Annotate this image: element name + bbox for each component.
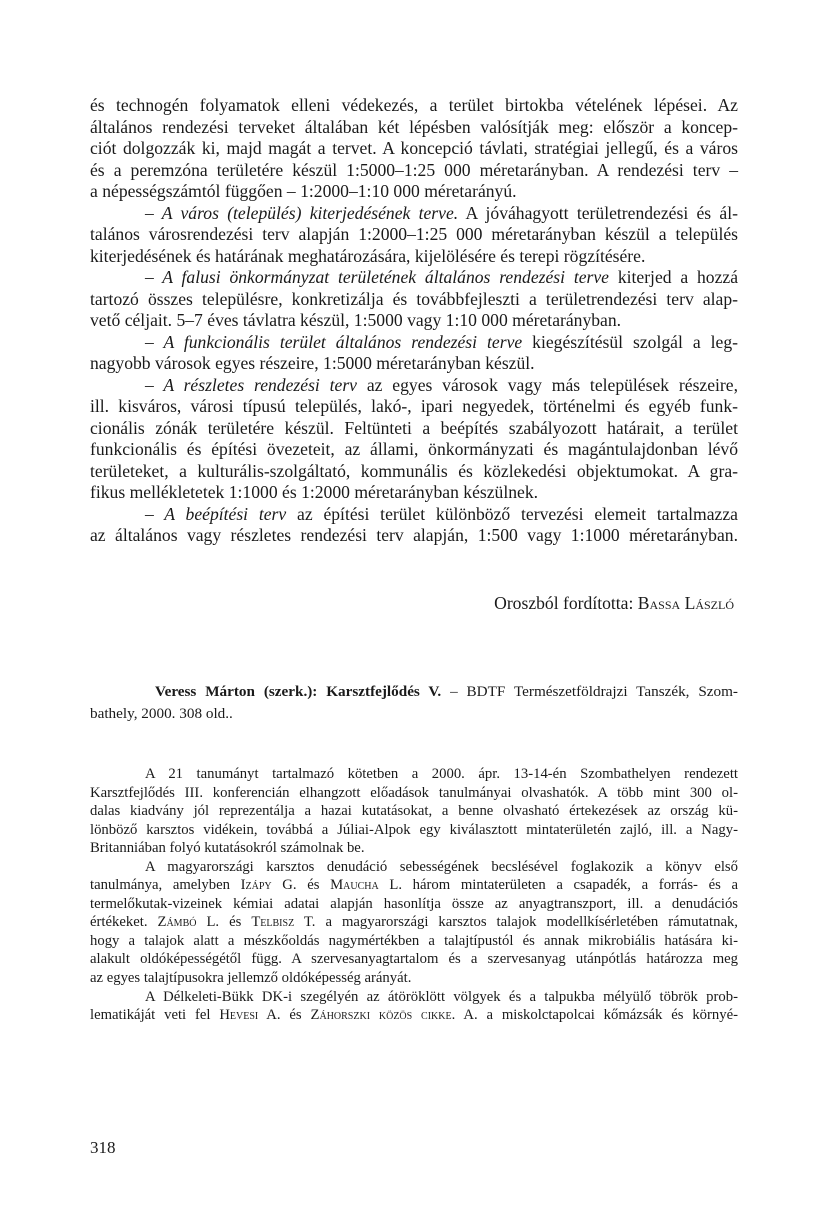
book-review-body	[90, 765, 738, 1025]
text-line: cionális zónák területére készül. Feltünteti a beépítés szabályozott határait, a terület	[90, 417, 738, 438]
review-line	[90, 858, 738, 877]
review-line	[90, 765, 738, 784]
text-line: kiterjedésének és határának meghatározására, kijelölésére és terepi rögzítésére.	[90, 245, 646, 266]
review-line	[90, 784, 738, 803]
author-name: Záhorszki közös cikke	[310, 1007, 452, 1024]
text-run: G. és	[271, 877, 331, 894]
text-run: lematikáját veti fel	[90, 1007, 220, 1024]
text-line: és a peremzóna területére készül 1:5000–1:25 000 méretarányban. A rendezési terv –	[90, 159, 738, 180]
text-line: – A falusi önkormányzat területének általános rendezési terve kiterjed a hozzá	[145, 267, 739, 287]
page-number: 318	[90, 1138, 116, 1157]
text-line: vető céljait. 5–7 éves távlatra készül, 1:5000 vagy 1:10 000 méretarányban.	[90, 310, 622, 330]
text-line: az általános vagy részletes rendezési terv alapján, 1:500 vagy 1:1000 méretarányban.	[90, 525, 738, 545]
text-line: ill. kisváros, városi típusú település, lakó-, ipari negyedek, történelmi és egyéb funk-	[90, 396, 738, 416]
reference-line-1	[90, 681, 738, 703]
text-line: fikus mellékletetek 1:1000 és 1:2000 méretarányban készülnek.	[90, 482, 539, 502]
text-run: L. három mintaterületen a csapadék, a forrás- és a	[378, 877, 739, 894]
author-name: Izápy	[240, 877, 272, 894]
text-line: – A funkcionális terület általános rendezési terve kiegészítésül szolgál a leg-	[145, 331, 738, 352]
text-run: T. a magyarországi karsztos talajok modellkísérletében rámutatnak,	[294, 914, 738, 931]
text-run: dalas kiadvány jól reprezentálja a hazai kutatásokat, a benne olvasható értekezések az ország kü-	[90, 803, 738, 820]
review-line	[90, 839, 738, 858]
text-run: hogy a talajok alatt a mészkőoldás nagymértékben a talajtípustól és annak mikrobiális hatására ki-	[90, 932, 738, 949]
review-line	[90, 821, 738, 840]
review-line	[90, 969, 738, 988]
text-line: – A beépítési terv az építési terület különböző tervezési elemeit tartalmazza	[145, 503, 738, 524]
text-run: A Délkeleti-Bükk DK-i szegélyén az átöröklött völgyek és a talpukba mélyülő töbrök prob-	[145, 988, 738, 1005]
book-reference	[90, 681, 738, 724]
author-name: Zámbó	[157, 914, 197, 931]
text-run: A 21 tanumányt tartalmazó kötetben a 2000. ápr. 13-14-én Szombathelyen rendezett	[145, 766, 738, 782]
reference-title: Veress Márton (szerk.): Karsztfejlődés V.	[155, 683, 442, 700]
reference-publisher: – BDTF Természetföldrajzi Tanszék, Szom-	[441, 683, 738, 700]
review-line	[90, 950, 738, 969]
author-name: Hevesi	[219, 1007, 259, 1024]
text-line: – A részletes rendezési terv az egyes városok vagy más települések részeire,	[145, 374, 738, 395]
text-run: Karsztfejlődés III. konferencián elhangzott előadások tanulmányai olvashatók. A több mint 300 ol-	[90, 784, 738, 801]
text-run: Britanniában folyó kutatásokról számolnak be.	[90, 840, 365, 857]
text-run: lönböző karsztos vidékein, továbbá a Júliai-Alpok egy kiválasztott mintaterületén zajló, ill. a Nagy-	[90, 821, 738, 838]
review-line	[90, 988, 738, 1007]
signature-prefix: Oroszból fordította:	[494, 593, 638, 613]
italic-term: – A funkcionális terület általános rendezési terve	[145, 331, 523, 352]
text-line: nagyobb városok egyes részeire, 1:5000 méretarányban készül.	[90, 353, 535, 373]
text-run: termelőkutak-vizeinek kémiai adatai alapján hasonlítja össze az anyagtranszport, ill. a denudációs	[90, 895, 738, 912]
review-line	[90, 932, 738, 951]
text-line: – A város (település) kiterjedésének terve. A jóváhagyott területrendezési és ál-	[145, 202, 738, 223]
text-line: és technogén folyamatok elleni védekezés, a terület birtokba vételének lépései. Az	[90, 95, 738, 115]
text-line: tartozó összes településre, konkretizálja és továbbfejleszti a területrendezési terv alap-	[90, 288, 738, 309]
text-run: L. és	[196, 914, 252, 931]
text-run: tanulmánya, amelyben	[90, 877, 241, 894]
text-line: talános városrendezési terv alapján 1:2000–1:25 000 méretarányban készül a település	[90, 224, 738, 244]
text-run: az egyes talajtípusokra jellemző oldóképesség arányát.	[90, 970, 412, 987]
text-run: A magyarországi karsztos denudáció sebességének becslésével foglakozik a könyv első	[145, 858, 738, 875]
translator-signature	[494, 593, 734, 614]
italic-term: – A falusi önkormányzat területének általános rendezési terve	[145, 267, 609, 287]
review-line	[90, 1006, 738, 1025]
text-line: funkcionális és építési övezeteit, az állami, önkormányzati és magántulajdonban lévő	[90, 439, 738, 459]
italic-term: – A beépítési terv	[145, 503, 287, 524]
italic-term: – A részletes rendezési terv	[145, 374, 357, 395]
text-run: alakult oldóképességétől függ. A szervesanyagtartalom és a szervesanyag utánpótlás határozza meg	[90, 951, 738, 968]
review-line	[90, 895, 738, 914]
review-line	[90, 913, 738, 932]
italic-term: – A város (település) kiterjedésének terve.	[145, 202, 459, 223]
author-name: Telbisz	[251, 914, 295, 931]
text-line: általános rendezési terveket általában két lépésben valósítják meg: először a koncep-	[90, 116, 738, 137]
author-name: Maucha	[330, 877, 379, 894]
translated-article-body	[90, 95, 738, 547]
text-run: értékeket.	[90, 914, 158, 931]
text-line: a népességszámtól függően – 1:2000–1:10 000 méretarányú.	[90, 181, 517, 201]
text-line: területeket, a kulturális-szolgáltató, kommunális és közlekedési objektumokat. A gra-	[90, 460, 738, 481]
text-line: ciót dolgozzák ki, majd magát a tervet. A koncepció távlati, stratégiai jellegű, és a város	[90, 138, 738, 158]
review-line	[90, 802, 738, 821]
review-line	[90, 876, 738, 895]
reference-line-2: bathely, 2000. 308 old..	[90, 704, 233, 722]
text-run: . A. a miskolctapolcai kőmázsák és környé-	[451, 1007, 739, 1024]
text-run: A. és	[258, 1007, 311, 1024]
translator-name: Bassa László	[637, 593, 734, 613]
